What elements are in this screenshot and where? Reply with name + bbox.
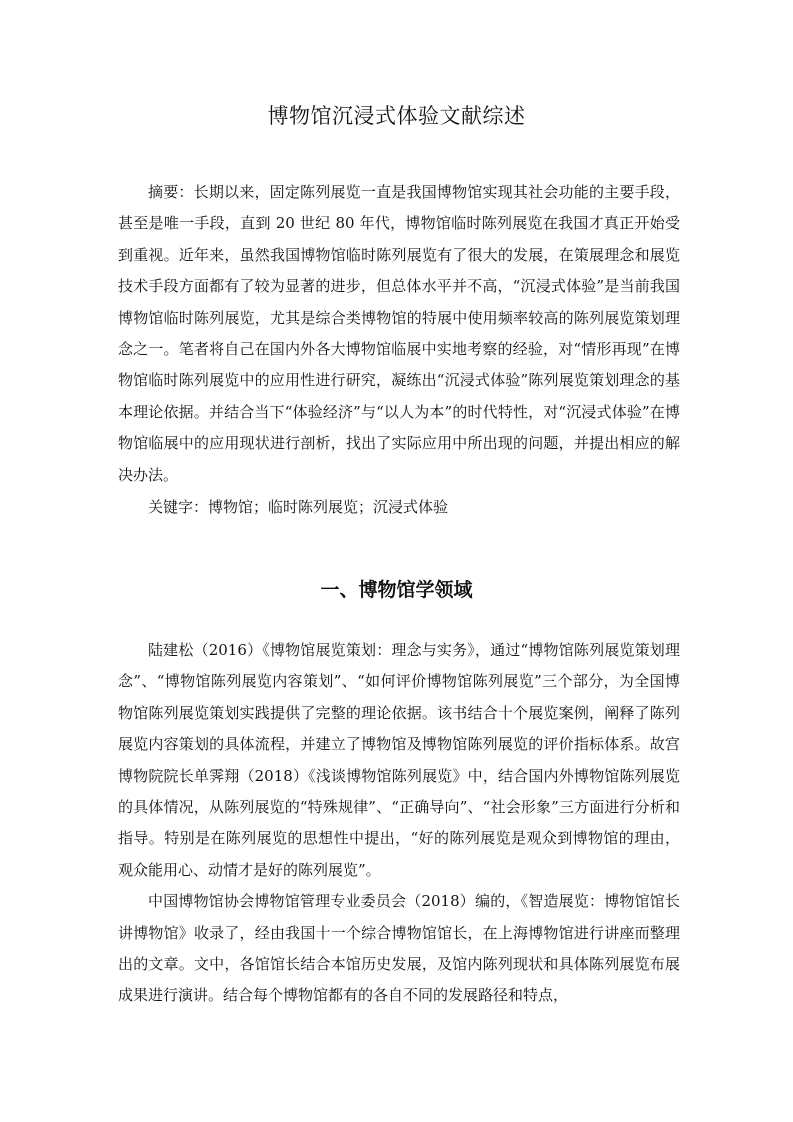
- document-title: 博物馆沉浸式体验文献综述: [267, 104, 526, 128]
- abstract-paragraph: 摘要：长期以来，固定陈列展览一直是我国博物馆实现其社会功能的主要手段，甚至是唯一手段，直到 20 世纪 80 年代，博物馆临时陈列展览在我国才真正开始受到重视。近年来，虽然我国博物馆临时陈列展览有了很大的发展，在策展理念和展览技术手段方面都有了较为显著的进步，但总体水平并不高，“沉浸式体验”是当前我国博物馆临时陈列展览，尤其是综合类博物馆的特展中使用频率较高的陈列展览策划理念之一。笔者将自己在国内外各大博物馆临展中实地考察的经验，对“情形再现”在博物馆临时陈列展览中的应用性进行研究，凝练出“沉浸式体验”陈列展览策划理念的基本理论依据。并结合当下“体验经济”与“以人为本”的时代特性，对“沉浸式体验”在博物馆临展中的应用现状进行剖析，找出了实际应用中所出现的问题，并提出相应的解决办法。: [118, 183, 680, 484]
- section-body: [118, 635, 680, 1012]
- abstract-block: [118, 177, 680, 491]
- keywords-paragraph: 关键字：博物馆；临时陈列展览；沉浸式体验: [148, 498, 449, 516]
- body-paragraph: 陆建松（2016）《博物馆展览策划：理念与实务》，通过“博物馆陈列展览策划理念”、“博物馆陈列展览内容策划”、“如何评价博物馆陈列展览”三个部分，为全国博物馆陈列展览策划实践提供了完整的理论依据。该书结合十个展览案例，阐释了陈列展览内容策划的具体流程，并建立了博物馆及博物馆陈列展览的评价指标体系。故宫博物院院长单霁翔（2018）《浅谈博物馆陈列展览》中，结合国内外博物馆陈列展览的具体情况，从陈列展览的“特殊规律”、“正确导向”、“社会形象”三方面进行分析和指导。特别是在陈列展览的思想性中提出，“好的陈列展览是观众到博物馆的理由，观众能用心、动情才是好的陈列展览”。: [118, 641, 680, 879]
- section-heading: 一、博物馆学领域: [320, 579, 473, 601]
- body-paragraph: 中国博物馆协会博物馆管理专业委员会（2018）编的，《智造展览：博物馆馆长讲博物馆》收录了，经由我国十一个综合博物馆馆长，在上海博物馆进行讲座而整理出的文章。文中，各馆馆长结合本馆历史发展，及馆内陈列现状和具体陈列展览布展成果进行演讲。结合每个博物馆都有的各自不同的发展路径和特点，: [118, 892, 680, 1005]
- keywords-block: [118, 492, 680, 523]
